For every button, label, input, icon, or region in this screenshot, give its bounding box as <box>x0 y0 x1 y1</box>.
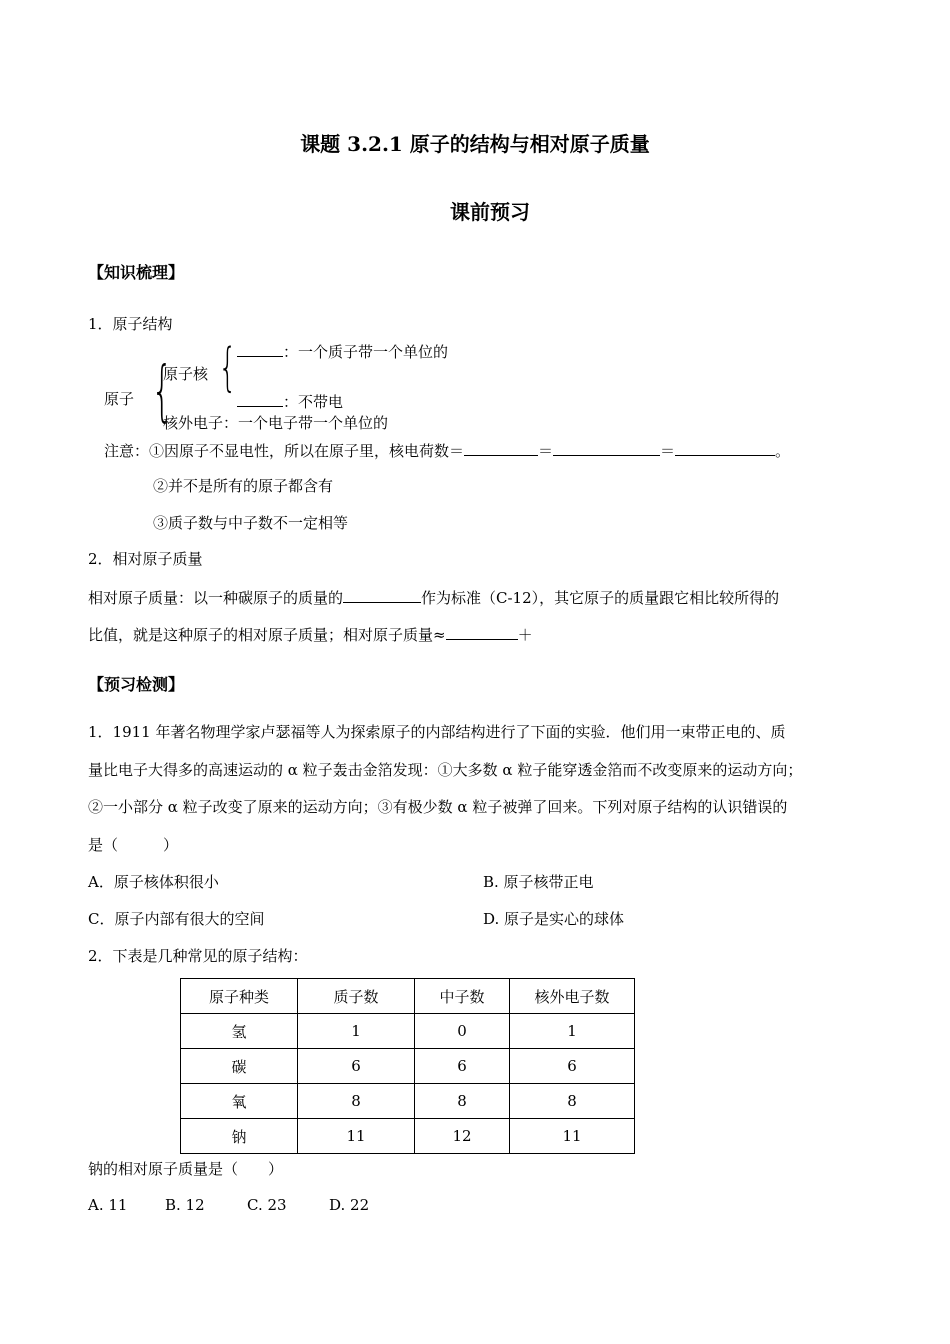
nuclear-charge-blank-1[interactable] <box>464 442 538 456</box>
section-heading-check: 【预习检测】 <box>88 675 185 694</box>
table-cell: 6 <box>510 1049 635 1084</box>
proton-text: ：一个质子带一个单位的 <box>283 343 449 361</box>
electron-line: 核外电子：一个电子带一个单位的 <box>163 414 389 432</box>
q1-line-3: ②一小部分 α 粒子改变了原来的运动方向；③有极少数 α 粒子被弹了回来。下列对原子结构的认识错误的 <box>88 798 788 816</box>
table-row <box>181 1084 635 1119</box>
q1-line-4: 是（ ） <box>88 836 179 854</box>
ram-formula-blank[interactable] <box>446 626 518 640</box>
proton-blank[interactable] <box>237 343 283 357</box>
item1-heading: 1．原子结构 <box>88 315 173 333</box>
ram-standard-blank[interactable] <box>343 589 421 603</box>
table-cell: 氧 <box>181 1084 298 1119</box>
table-row <box>181 1119 635 1154</box>
q1-line-2: 量比电子大得多的高速运动的 α 粒子轰击金箔发现：①大多数 α 粒子能穿透金箔而不改变原来的运动方向； <box>88 761 803 779</box>
nuclear-charge-blank-2[interactable] <box>553 442 660 456</box>
note-2: ②并不是所有的原子都含有 <box>153 477 334 495</box>
table-header-cell: 中子数 <box>415 979 510 1014</box>
table-cell: 1 <box>510 1014 635 1049</box>
q1-option-b[interactable]: B. 原子核带正电 <box>483 873 594 891</box>
note-3: ③质子数与中子数不一定相等 <box>153 514 349 532</box>
table-cell: 12 <box>415 1119 510 1154</box>
table-cell: 钠 <box>181 1119 298 1154</box>
table-row <box>181 1014 635 1049</box>
atom-structure-table <box>180 978 635 1154</box>
table-cell: 6 <box>415 1049 510 1084</box>
proton-line <box>237 343 448 360</box>
table-cell: 8 <box>510 1084 635 1119</box>
table-cell: 8 <box>298 1084 415 1119</box>
q2-option-d[interactable]: D. 22 <box>329 1196 370 1214</box>
nucleus-label: 原子核 <box>163 365 209 383</box>
table-row <box>181 1049 635 1084</box>
q1-option-d[interactable]: D. 原子是实心的球体 <box>483 910 625 928</box>
table-cell: 0 <box>415 1014 510 1049</box>
table-header-cell: 质子数 <box>298 979 415 1014</box>
neutron-text: ：不带电 <box>283 393 344 411</box>
table-cell: 11 <box>510 1119 635 1154</box>
q2-intro: 2．下表是几种常见的原子结构： <box>88 947 308 965</box>
table-header-row <box>181 979 635 1014</box>
q2-option-b[interactable]: B. 12 <box>165 1196 205 1214</box>
nuclear-charge-blank-3[interactable] <box>675 442 775 456</box>
table-header-cell: 核外电子数 <box>510 979 635 1014</box>
table-cell: 11 <box>298 1119 415 1154</box>
atom-brace-icon: { <box>151 352 173 429</box>
nucleus-brace-icon: { <box>218 338 237 398</box>
ram-line-2: 比值，就是这种原子的相对原子质量；相对原子质量≈ ＋ <box>88 626 533 644</box>
table-header-cell: 原子种类 <box>181 979 298 1014</box>
item2-heading: 2．相对原子质量 <box>88 550 203 568</box>
q1-line-1: 1．1911 年著名物理学家卢瑟福等人为探索原子的内部结构进行了下面的实验．他们用一束带正电的、质 <box>88 723 786 741</box>
q2-option-c[interactable]: C. 23 <box>247 1196 287 1214</box>
section-heading-knowledge: 【知识梳理】 <box>88 263 185 282</box>
neutron-line <box>237 393 343 410</box>
page-subtitle: 课前预习 <box>450 200 530 224</box>
q2-question: 钠的相对原子质量是（ ） <box>88 1160 284 1178</box>
ram-line-1: 相对原子质量：以一种碳原子的质量的 作为标准（C-12），其它原子的质量跟它相比较所得的 <box>88 589 780 607</box>
atom-label: 原子 <box>104 390 135 408</box>
q1-option-a[interactable]: A．原子核体积很小 <box>88 873 219 891</box>
table-cell: 8 <box>415 1084 510 1119</box>
table-cell: 氢 <box>181 1014 298 1049</box>
table-cell: 1 <box>298 1014 415 1049</box>
neutron-blank[interactable] <box>237 393 283 407</box>
q1-option-c[interactable]: C．原子内部有很大的空间 <box>88 910 265 928</box>
q2-option-a[interactable]: A. 11 <box>88 1196 128 1214</box>
note-1: 注意：①因原子不显电性，所以在原子里，核电荷数＝ ＝ ＝ 。 <box>104 442 791 460</box>
page-title: 课题 3.2.1 原子的结构与相对原子质量 <box>300 132 650 156</box>
table-cell: 碳 <box>181 1049 298 1084</box>
table-cell: 6 <box>298 1049 415 1084</box>
